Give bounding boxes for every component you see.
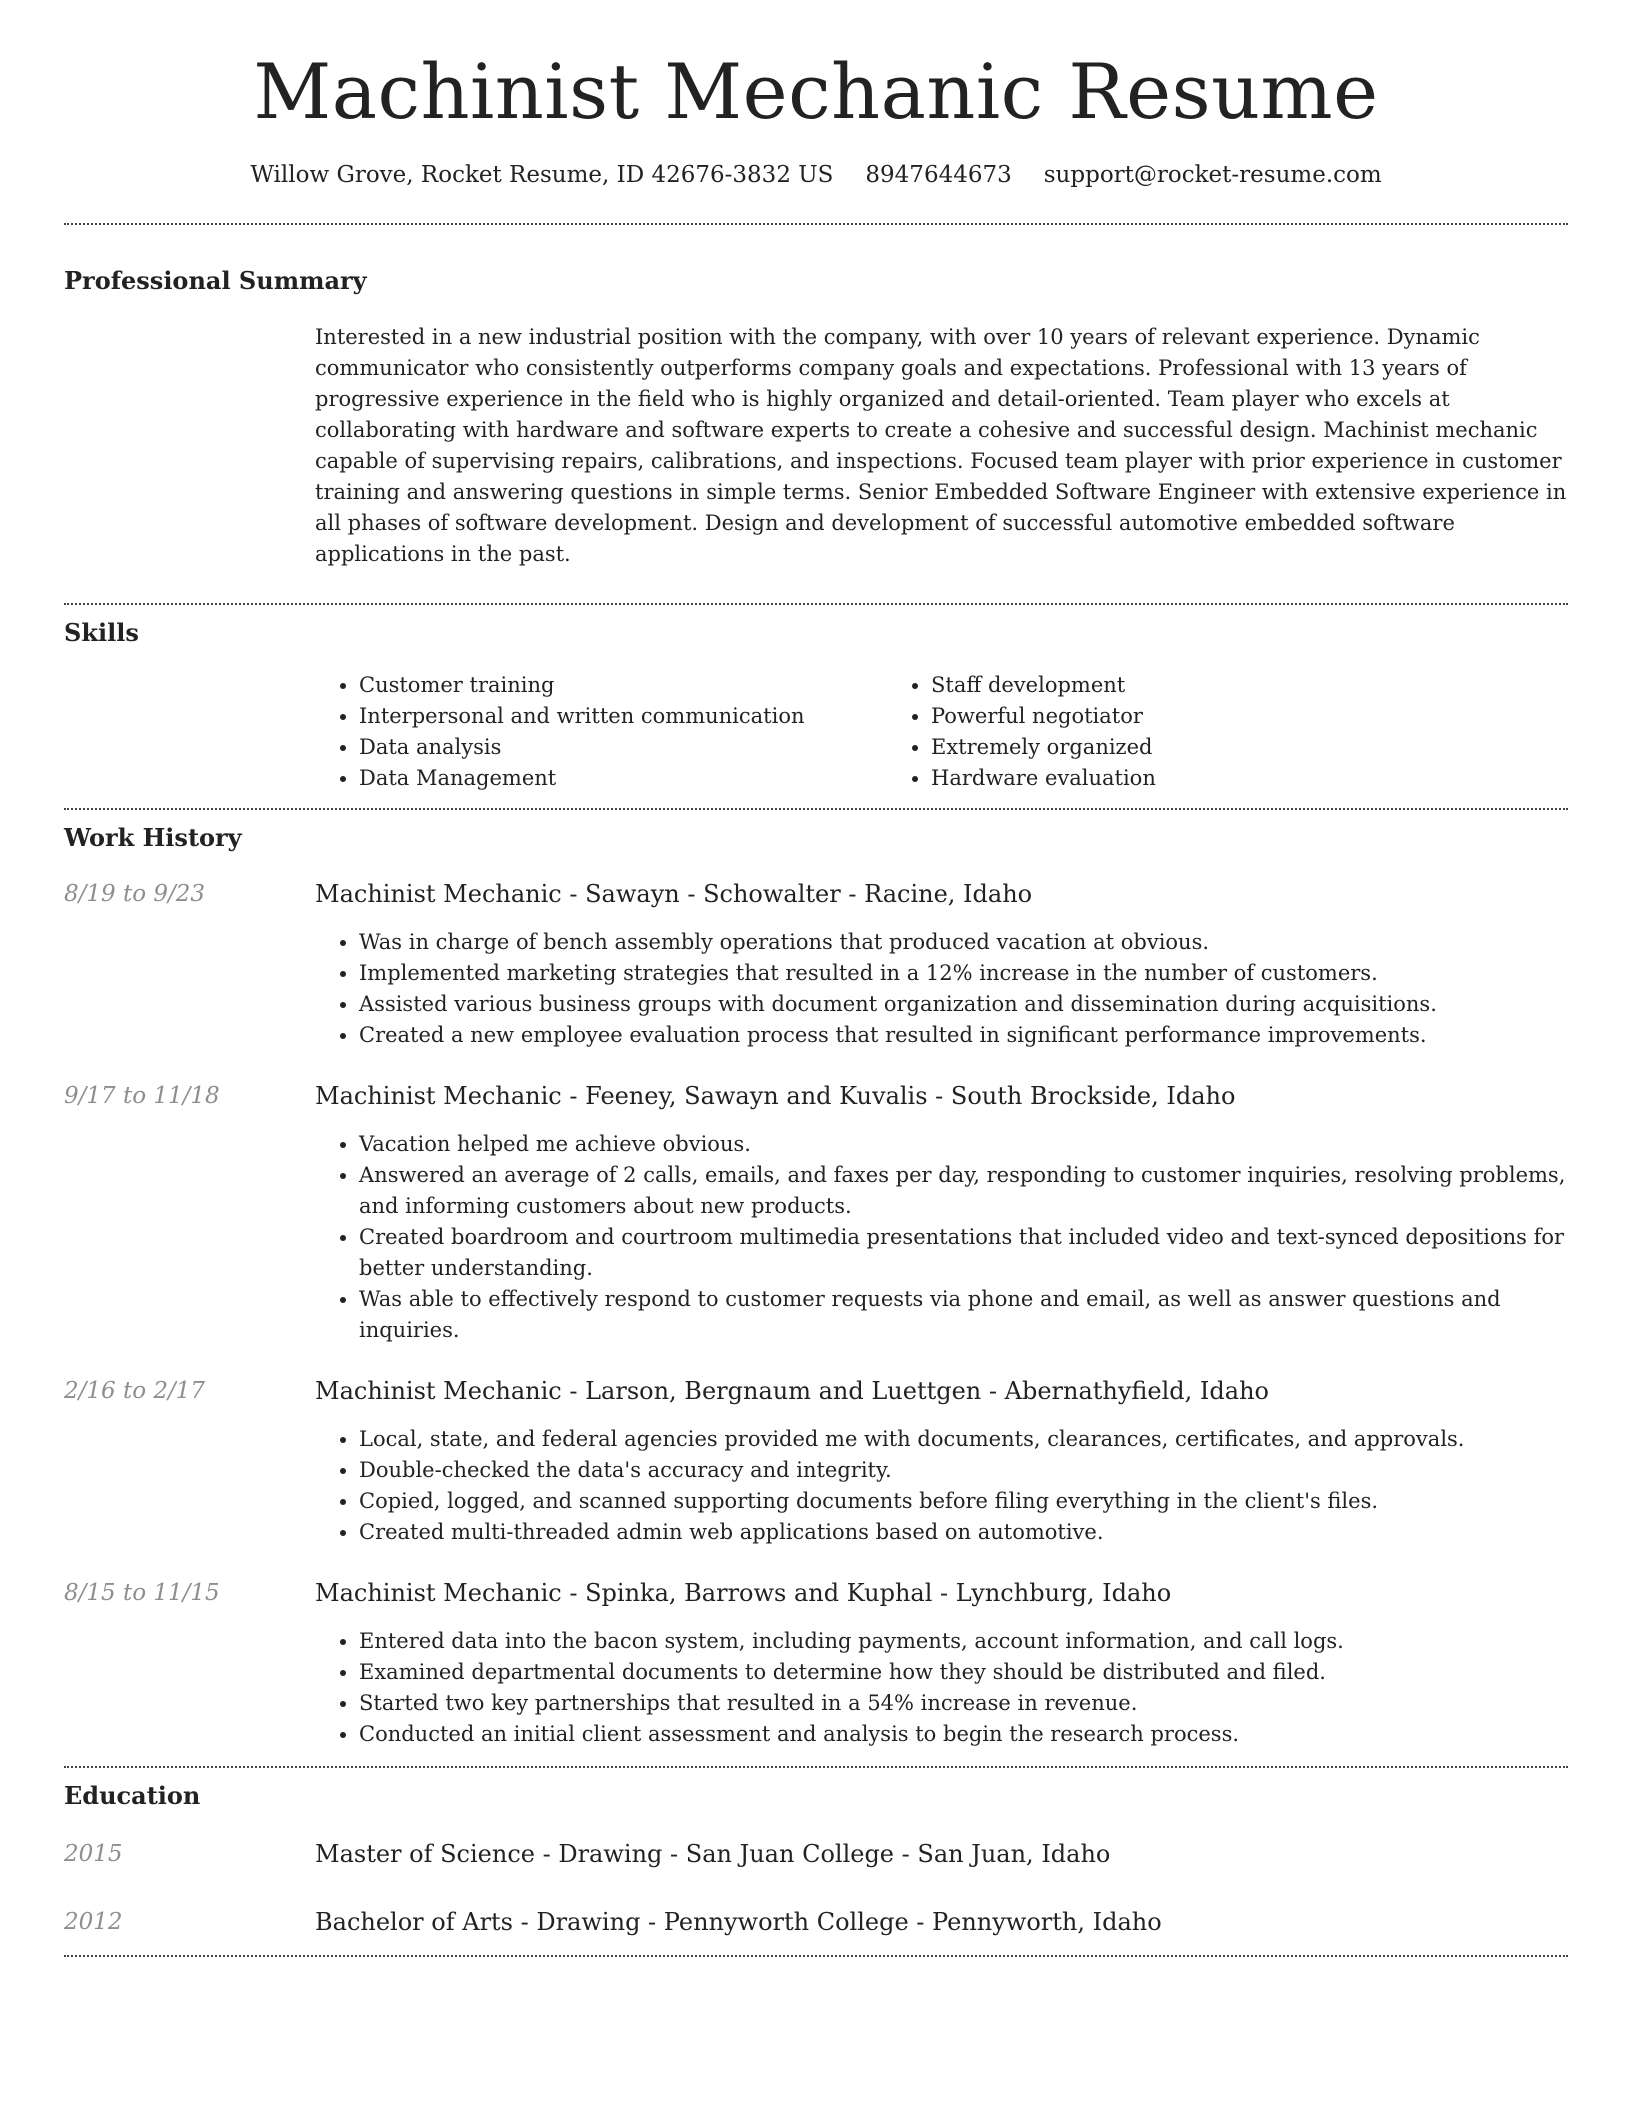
job-bullet: • Was able to effectively respond to customer requests via phone and email, as well as answer questions and inquiries. <box>359 1284 1568 1346</box>
job-bullets <box>315 1626 1568 1750</box>
job-dates: 9/17 to 11/18 <box>64 1082 220 1109</box>
job-title: Machinist Mechanic - Larson, Bergnaum and Luettgen - Abernathyfield, Idaho <box>315 1376 1269 1405</box>
job-body <box>315 1578 1568 1750</box>
professional-summary-section <box>64 267 1568 582</box>
divider <box>64 1766 1568 1768</box>
job-title: Machinist Mechanic - Spinka, Barrows and Kuphal - Lynchburg, Idaho <box>315 1578 1172 1607</box>
section-heading-education: Education <box>64 1780 201 1810</box>
contact-phone: 8947644673 <box>865 161 1012 188</box>
divider <box>64 1955 1568 1957</box>
skill-item: • Data analysis <box>359 732 887 763</box>
divider <box>64 223 1568 225</box>
divider <box>64 808 1568 810</box>
contact-address: Willow Grove, Rocket Resume, ID 42676-3832 US <box>250 161 834 188</box>
job-bullet: • Vacation helped me achieve obvious. <box>359 1129 1568 1160</box>
job-entry <box>64 1376 1568 1548</box>
job-bullet: • Answered an average of 2 calls, emails, and faxes per day, responding to customer inquiries, resolving problems, and informing customers about new products. <box>359 1160 1568 1222</box>
job-body <box>315 879 1568 1051</box>
job-bullet: • Started two key partnerships that resulted in a 54% increase in revenue. <box>359 1688 1568 1719</box>
job-title: Machinist Mechanic - Feeney, Sawayn and Kuvalis - South Brockside, Idaho <box>315 1081 1236 1110</box>
job-bullets <box>315 927 1568 1051</box>
skill-item: • Interpersonal and written communication <box>359 701 887 732</box>
job-bullet: • Conducted an initial client assessment and analysis to begin the research process. <box>359 1719 1568 1750</box>
section-heading-skills: Skills <box>64 618 139 648</box>
skills-list-left <box>315 670 887 794</box>
job-bullet: • Copied, logged, and scanned supporting documents before filing everything in the client's files. <box>359 1486 1568 1517</box>
divider <box>64 603 1568 605</box>
job-title: Machinist Mechanic - Sawayn - Schowalter - Racine, Idaho <box>315 879 1033 908</box>
skills-list-right <box>887 670 1156 794</box>
job-dates: 2/16 to 2/17 <box>64 1377 206 1404</box>
education-year: 2012 <box>64 1908 123 1935</box>
job-dates: 8/19 to 9/23 <box>64 880 206 907</box>
job-entry <box>64 1081 1568 1346</box>
job-bullet: • Created multi-threaded admin web applications based on automotive. <box>359 1517 1568 1548</box>
job-bullets <box>315 1129 1568 1346</box>
education-entry <box>64 1839 1568 1869</box>
skill-item: • Hardware evaluation <box>931 763 1156 794</box>
job-bullet: • Created a new employee evaluation process that resulted in significant performance improvements. <box>359 1020 1568 1051</box>
skills-grid <box>315 670 1568 808</box>
skill-item: • Extremely organized <box>931 732 1156 763</box>
job-bullet: • Was in charge of bench assembly operations that produced vacation at obvious. <box>359 927 1568 958</box>
education-degree: Bachelor of Arts - Drawing - Pennyworth College - Pennyworth, Idaho <box>315 1907 1162 1936</box>
education-year: 2015 <box>64 1840 123 1867</box>
job-bullet: • Entered data into the bacon system, including payments, account information, and call logs. <box>359 1626 1568 1657</box>
job-entry <box>64 1578 1568 1750</box>
contact-line <box>64 162 1568 190</box>
skill-item: • Staff development <box>931 670 1156 701</box>
job-dates: 8/15 to 11/15 <box>64 1579 220 1606</box>
skill-item: • Customer training <box>359 670 887 701</box>
resume-title: Machinist Mechanic Resume <box>253 47 1379 136</box>
work-history-section <box>64 824 1568 1766</box>
job-body <box>315 1376 1568 1548</box>
job-bullet: • Implemented marketing strategies that resulted in a 12% increase in the number of customers. <box>359 958 1568 989</box>
skills-section <box>64 619 1568 808</box>
education-section <box>64 1782 1568 1955</box>
education-degree: Master of Science - Drawing - San Juan College - San Juan, Idaho <box>315 1839 1111 1868</box>
skill-item: • Powerful negotiator <box>931 701 1156 732</box>
contact-email: support@rocket-resume.com <box>1043 161 1382 188</box>
skill-item: • Data Management <box>359 763 887 794</box>
job-body <box>315 1081 1568 1346</box>
section-heading-summary: Professional Summary <box>64 266 367 296</box>
job-bullet: • Created boardroom and courtroom multimedia presentations that included video and text-synced depositions for better understanding. <box>359 1222 1568 1284</box>
job-bullet: • Local, state, and federal agencies provided me with documents, clearances, certificates, and approvals. <box>359 1424 1568 1455</box>
job-entry <box>64 879 1568 1051</box>
education-entry <box>64 1907 1568 1937</box>
job-bullet: • Examined departmental documents to determine how they should be distributed and filed. <box>359 1657 1568 1688</box>
job-bullet: • Double-checked the data's accuracy and integrity. <box>359 1455 1568 1486</box>
section-heading-work: Work History <box>64 822 242 852</box>
summary-text: Interested in a new industrial position with the company, with over 10 years of relevant experience. Dynamic communicator who consistently outperforms company goals and expectations. Professional with 13 years of progressive experience in the field who is highly organized and detail-oriented. Team player who excels at collaborating with hardware and software experts to create a cohesive and successful design. Machinist mechanic capable of supervising repairs, calibrations, and inspections. Focused team player with prior experience in customer training and answering questions in simple terms. Senior Embedded Software Engineer with extensive experience in all phases of software development. Design and development of successful automotive embedded software applications in the past. <box>315 325 1567 567</box>
job-bullet: • Assisted various business groups with document organization and dissemination during acquisitions. <box>359 989 1568 1020</box>
job-bullets <box>315 1424 1568 1548</box>
